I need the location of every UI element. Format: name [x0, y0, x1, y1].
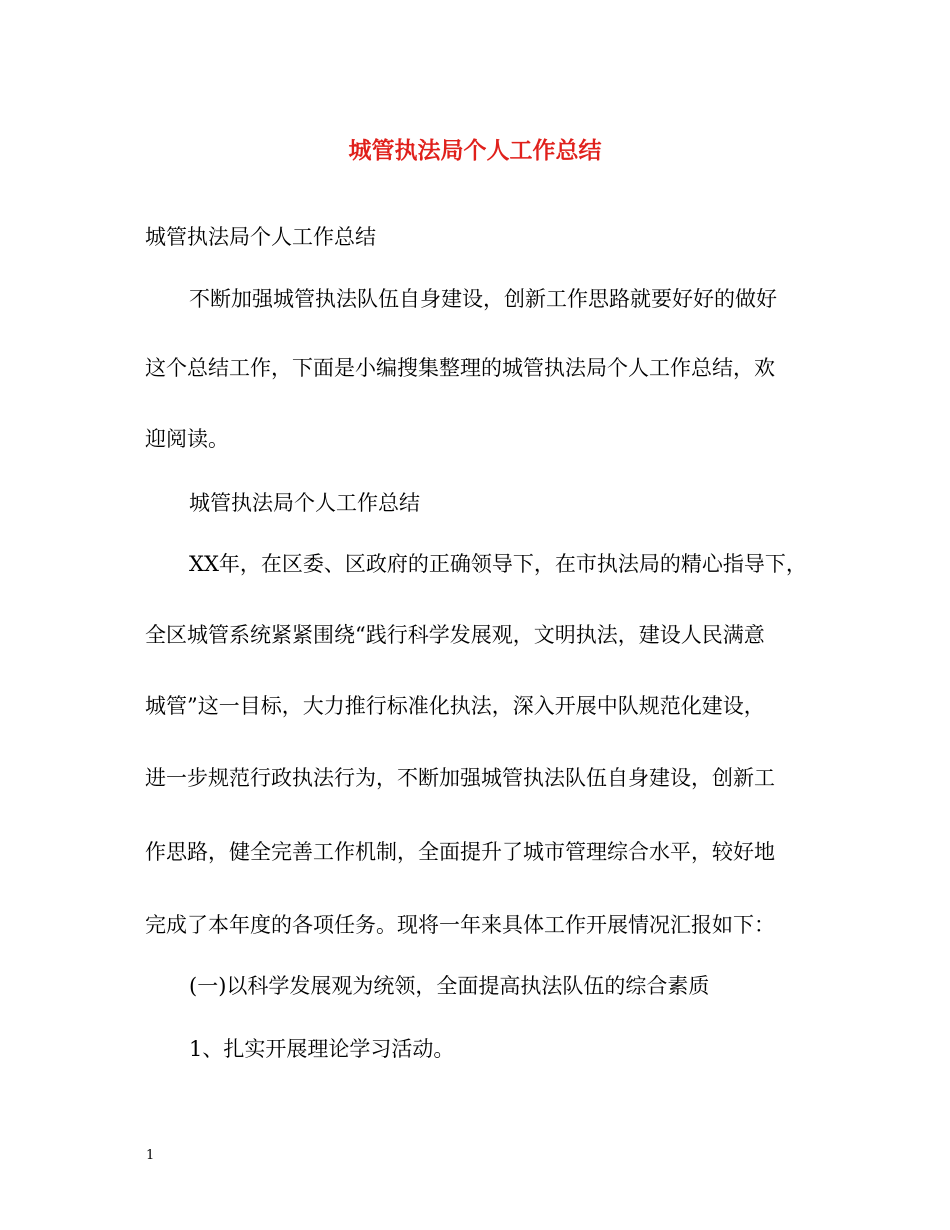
subtitle-line: 城管执法局个人工作总结	[145, 225, 376, 249]
intro-paragraph-line: 这个总结工作，下面是小编搜集整理的城管执法局个人工作总结，欢	[145, 356, 775, 380]
subsection-heading-line: (一)以科学发展观为统领，全面提高执法队伍的综合素质	[189, 974, 710, 998]
body-paragraph-line: 作思路，健全完善工作机制，全面提升了城市管理综合水平，较好地	[145, 840, 775, 864]
document-title: 城管执法局个人工作总结	[348, 137, 602, 164]
intro-paragraph-line: 不断加强城管执法队伍自身建设，创新工作思路就要好好的做好	[189, 287, 777, 311]
body-paragraph-line: 城管”这一目标，大力推行标准化执法，深入开展中队规范化建设，	[145, 694, 765, 718]
body-paragraph-line: 进一步规范行政执法行为，不断加强城管执法队伍自身建设，创新工	[145, 766, 775, 790]
list-item-line: 1、扎实开展理论学习活动。	[189, 1037, 455, 1061]
section-heading-line: 城管执法局个人工作总结	[189, 491, 420, 515]
intro-paragraph-line: 迎阅读。	[145, 427, 229, 451]
body-paragraph-line: XX年，在区委、区政府的正确领导下，在市执法局的精心指导下，	[189, 552, 807, 576]
page-number: 1	[146, 1148, 155, 1163]
body-paragraph-line: 完成了本年度的各项任务。现将一年来具体工作开展情况汇报如下：	[145, 913, 775, 937]
body-paragraph-line: 全区城管系统紧紧围绕“践行科学发展观，文明执法，建设人民满意	[145, 623, 765, 647]
